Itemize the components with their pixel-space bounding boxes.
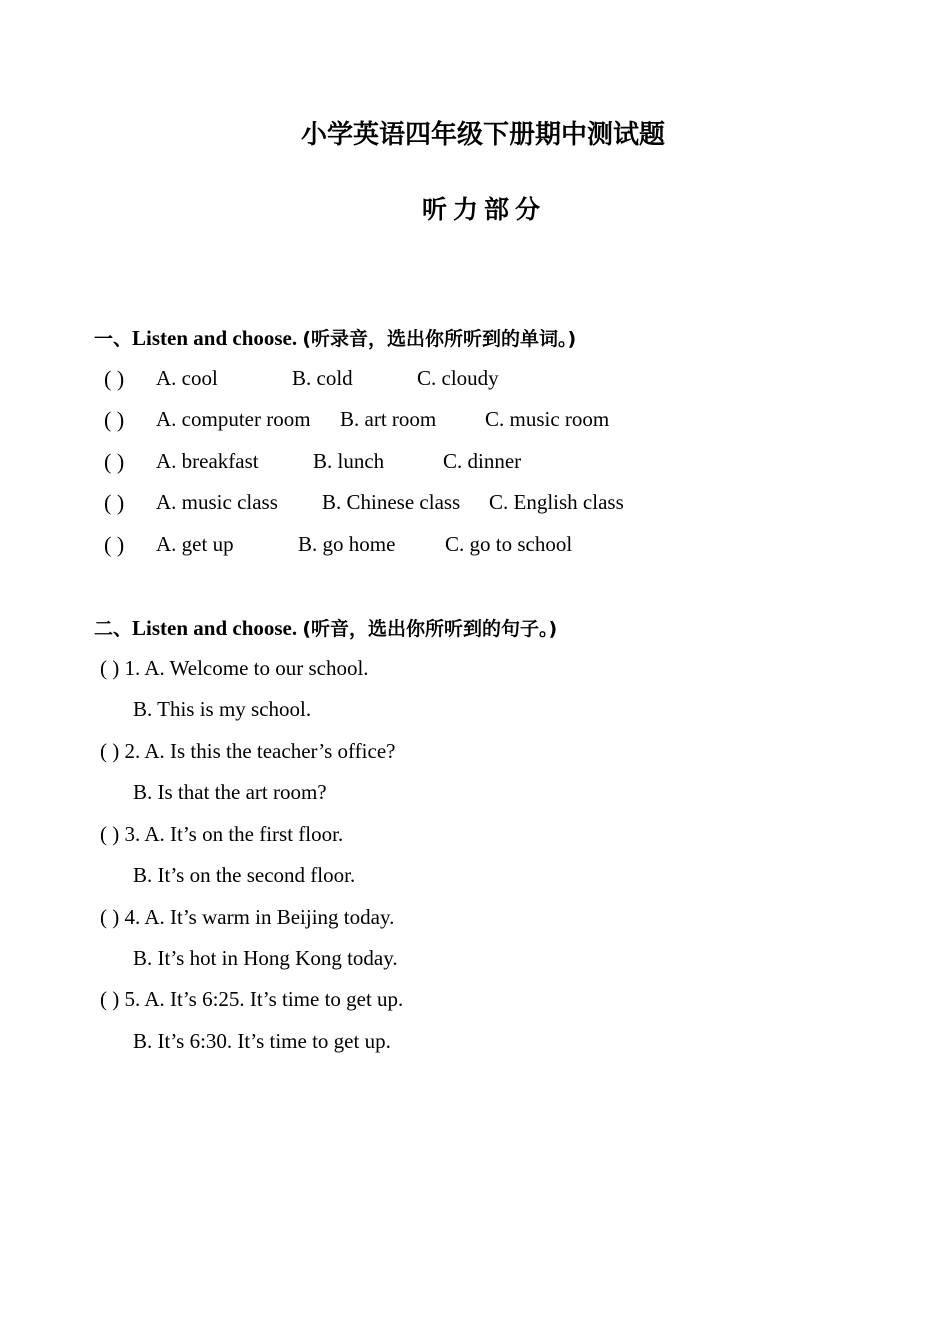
answer-blank[interactable]: ( ) <box>104 532 125 557</box>
option-c: C. go to school <box>445 532 573 556</box>
section2-instruction-en: Listen and choose. <box>132 616 298 640</box>
section1-instruction-cn: (听录音，选出你所听到的单词。) <box>302 328 577 350</box>
option-b: B. cold <box>292 366 353 390</box>
option-a: A. computer room <box>156 407 311 431</box>
question-line: ( ) 4. A. It’s warm in Beijing today. <box>100 905 395 929</box>
page-title: 小学英语四年级下册期中测试题 <box>300 120 665 150</box>
question-line: ( ) 2. A. Is this the teacher’s office? <box>100 739 396 763</box>
answer-blank[interactable]: ( ) <box>104 449 125 474</box>
option-b: B. lunch <box>313 449 385 473</box>
option-b-line: B. It’s on the second floor. <box>133 863 356 887</box>
option-c: C. dinner <box>443 449 522 473</box>
option-b-line: B. This is my school. <box>133 697 312 721</box>
section2-instruction-cn: (听音，选出你所听到的句子。) <box>302 618 558 640</box>
option-c: C. cloudy <box>417 366 499 390</box>
answer-blank[interactable]: ( ) <box>104 407 125 432</box>
option-a: A. get up <box>156 532 234 556</box>
option-b-line: B. It’s 6:30. It’s time to get up. <box>133 1029 391 1053</box>
section1-number: 一、 <box>94 328 133 350</box>
section1-instruction-en: Listen and choose. <box>132 326 298 350</box>
option-b: B. go home <box>298 532 396 556</box>
option-b-line: B. Is that the art room? <box>133 780 327 804</box>
option-a: A. cool <box>156 366 218 390</box>
option-c: C. music room <box>485 407 610 431</box>
option-b: B. art room <box>340 407 437 431</box>
section2-heading <box>94 614 557 641</box>
section1-heading <box>94 324 576 351</box>
option-a: A. breakfast <box>156 449 259 473</box>
option-b: B. Chinese class <box>322 490 461 514</box>
page-subtitle: 听力部分 <box>421 195 546 224</box>
question-line: ( ) 3. A. It’s on the first floor. <box>100 822 344 846</box>
question-line: ( ) 1. A. Welcome to our school. <box>100 656 369 680</box>
question-line: ( ) 5. A. It’s 6:25. It’s time to get up. <box>100 987 404 1011</box>
option-b-line: B. It’s hot in Hong Kong today. <box>133 946 398 970</box>
answer-blank[interactable]: ( ) <box>104 490 125 515</box>
option-a: A. music class <box>156 490 278 514</box>
answer-blank[interactable]: ( ) <box>104 366 125 391</box>
option-c: C. English class <box>489 490 624 514</box>
section2-number: 二、 <box>94 618 133 640</box>
